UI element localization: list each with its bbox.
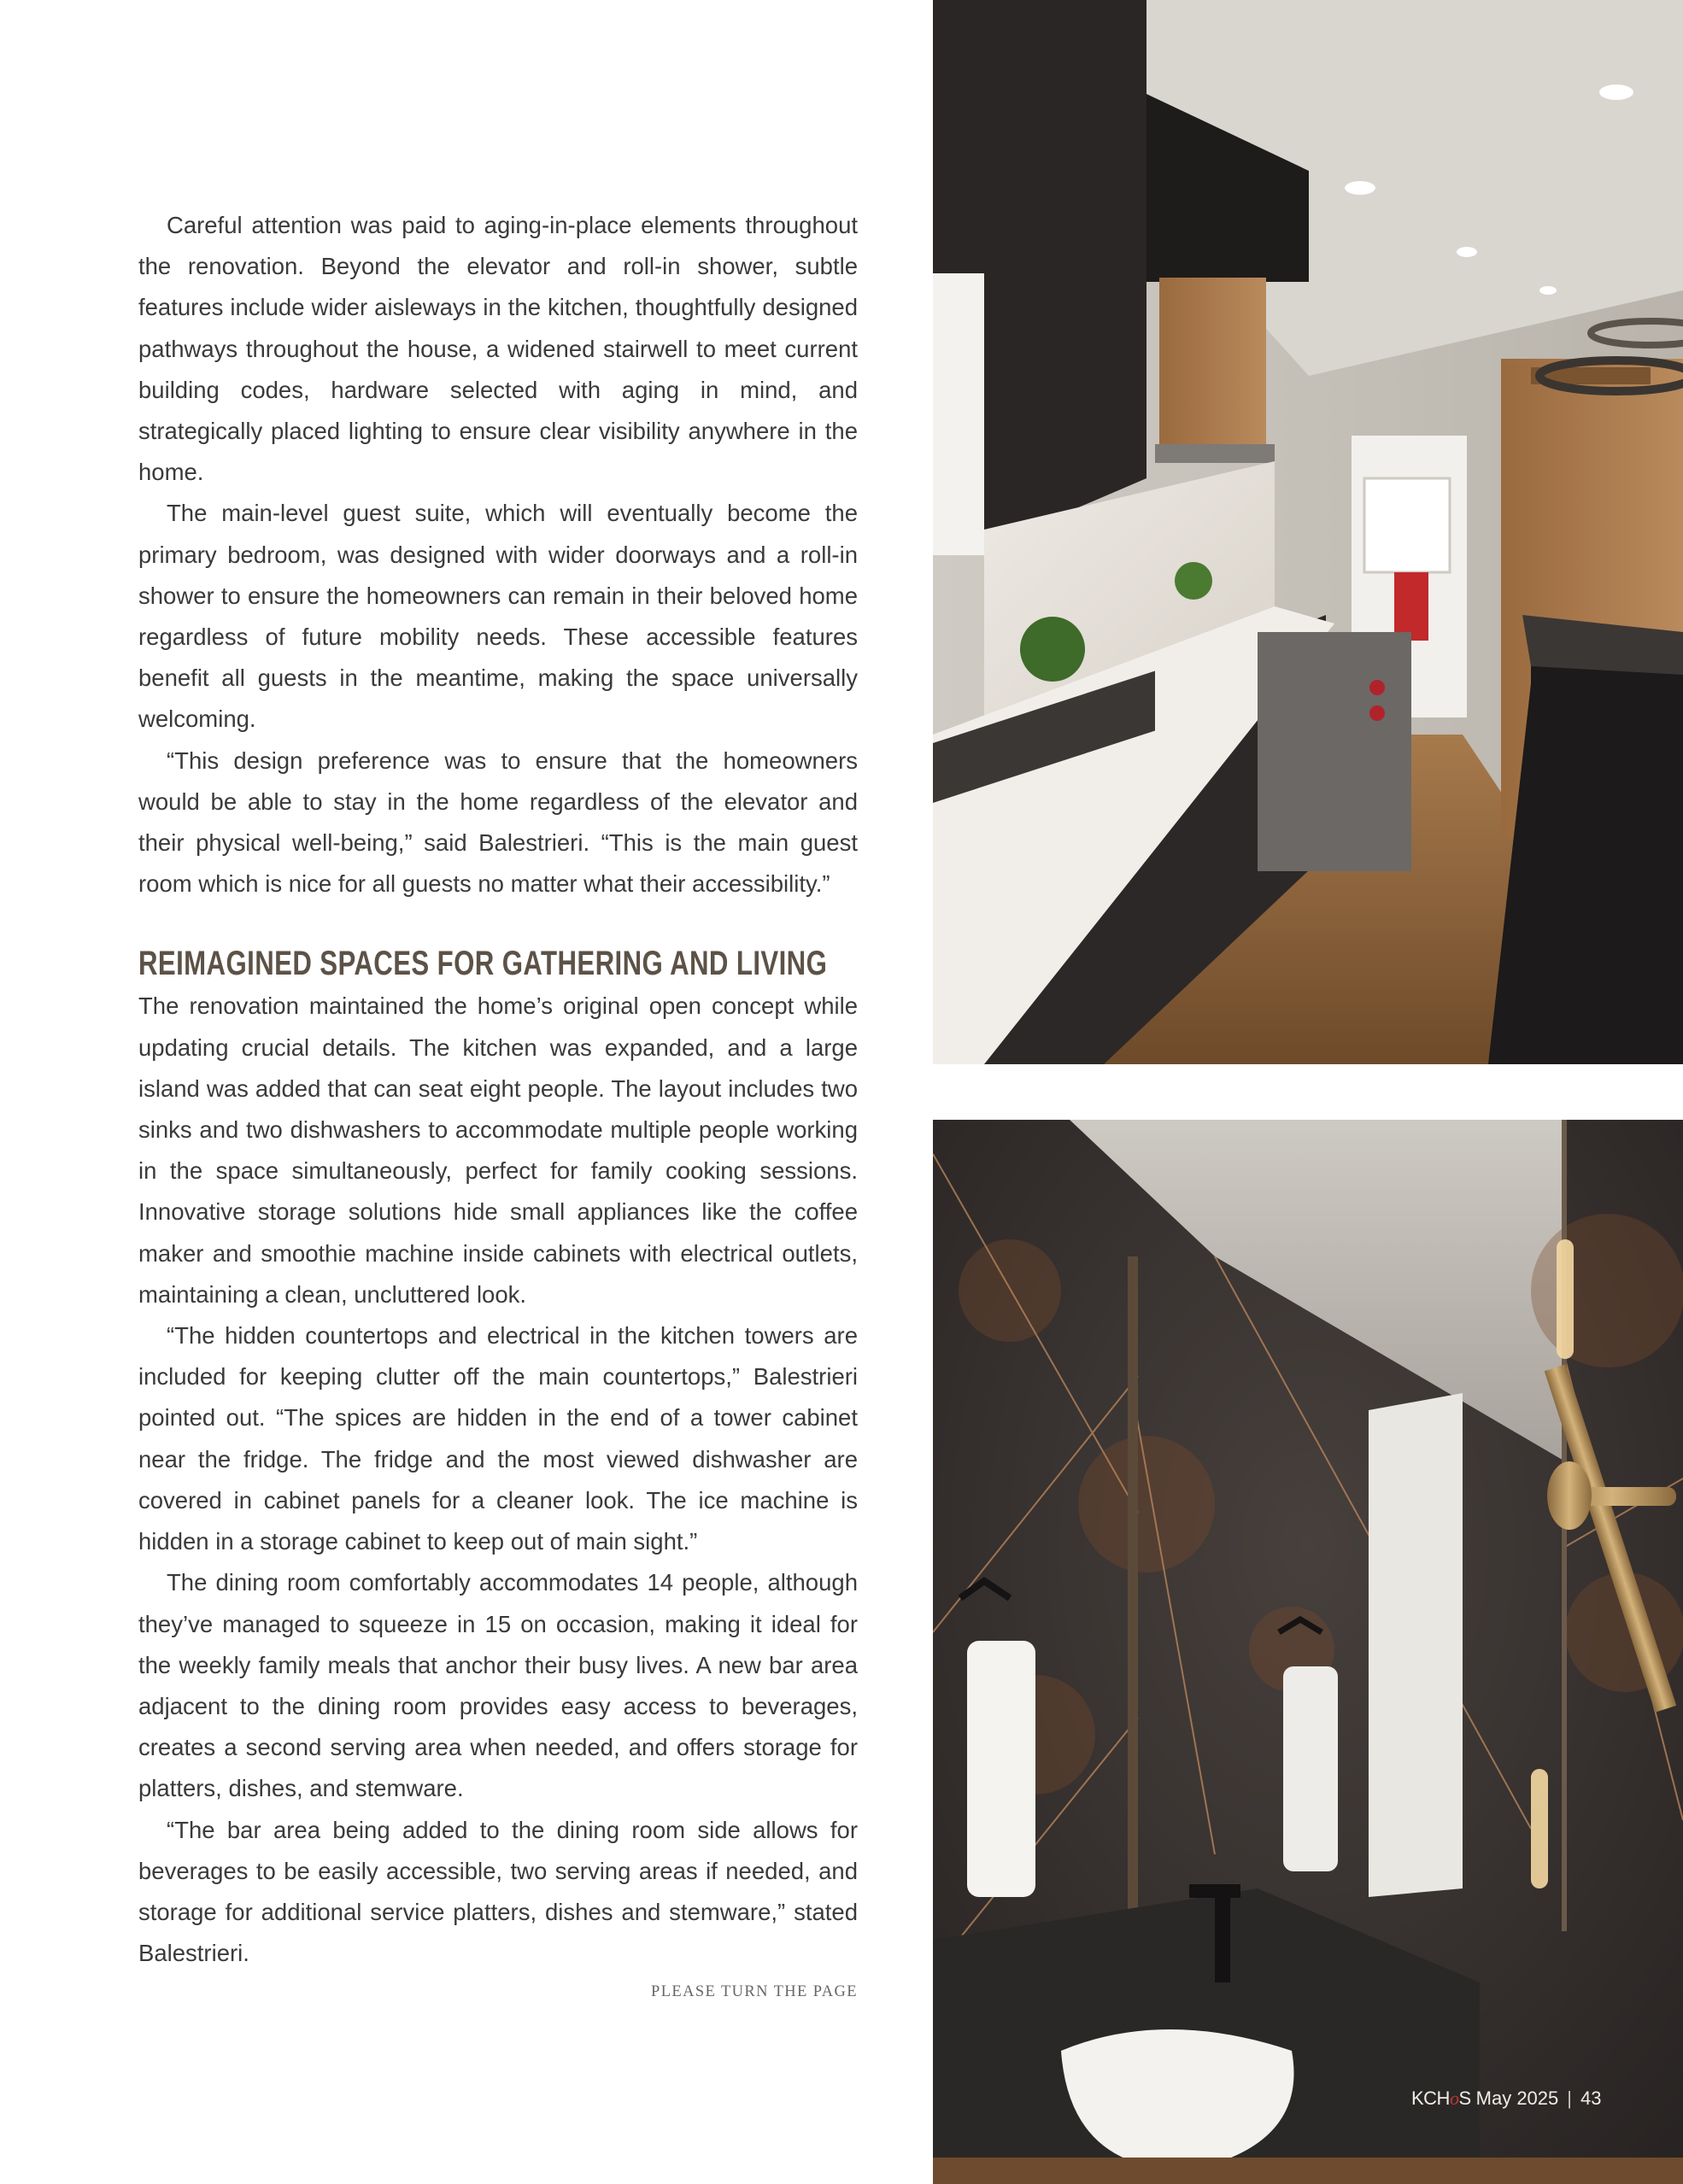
- section-heading: REIMAGINED SPACES FOR GATHERING AND LIVING: [138, 945, 828, 983]
- article-paragraph: Careful attention was paid to aging-in-place elements throughout the renovation. Beyond the elevator and roll-in shower, subtle features include wider aisleways in the kitchen, thoughtfully designed pathways throughout the house, a widened stairwell to meet current building codes, hardware selected with aging in mind, and strategically placed lighting to ensure clear visibility anywhere in the home.: [138, 212, 858, 486]
- powder-room-photo: [933, 1120, 1683, 2184]
- continue-note: PLEASE TURN THE PAGE: [651, 1983, 858, 2000]
- article-body: [138, 205, 858, 1974]
- article-paragraph: “This design preference was to ensure that the homeowners would be able to stay in the home regardless of the elevator and their physical well-being,” said Balestrieri. “This is the main guest room which is nice for all guests no matter what their accessibility.”: [138, 747, 858, 898]
- magazine-logo: KCHoS: [1411, 2087, 1471, 2109]
- page-number: 43: [1580, 2087, 1602, 2109]
- article-paragraph: “The bar area being added to the dining room side allows for beverages to be easily accessible, two serving areas if needed, and storage for additional service platters, dishes and stemware,” stated Balestrieri.: [138, 1816, 858, 1967]
- article-paragraph: “The hidden countertops and electrical in the kitchen towers are included for keeping clutter off the main countertops,” Balestrieri pointed out. “The spices are hidden in the end of a tower cabinet near the fridge. The fridge and the most viewed dishwasher are covered in cabinet panels for a cleaner look. The ice machine is hidden in a storage cabinet to keep out of main sight.”: [138, 1322, 858, 1555]
- article-paragraph: The renovation maintained the home’s original open concept while updating crucial details. The kitchen was expanded, and a large island was added that can seat eight people. The layout includes two sinks and two dishwashers to accommodate multiple people working in the space simultaneously, perfect for family cooking sessions. Innovative storage solutions hide small appliances like the coffee maker and smoothie machine inside cabinets with electrical outlets, maintaining a clean, uncluttered look.: [138, 992, 858, 1308]
- footer-separator: |: [1567, 2087, 1572, 2109]
- kitchen-photo: [933, 0, 1683, 1064]
- article-paragraph: The dining room comfortably accommodates 14 people, although they’ve managed to squeeze in 15 on occasion, making it ideal for the weekly family meals that anchor their busy lives. A new bar area adjacent to the dining room provides easy access to beverages, creates a second serving area when needed, and offers storage for platters, dishes, and stemware.: [138, 1569, 858, 1802]
- issue-date: May 2025: [1475, 2087, 1559, 2109]
- article-paragraph: The main-level guest suite, which will eventually become the primary bedroom, was designed with wider doorways and a roll-in shower to ensure the homeowners can remain in their beloved home regardless of future mobility needs. These accessible features benefit all guests in the meantime, making the space universally welcoming.: [138, 500, 858, 733]
- page-footer: [1411, 2084, 1601, 2113]
